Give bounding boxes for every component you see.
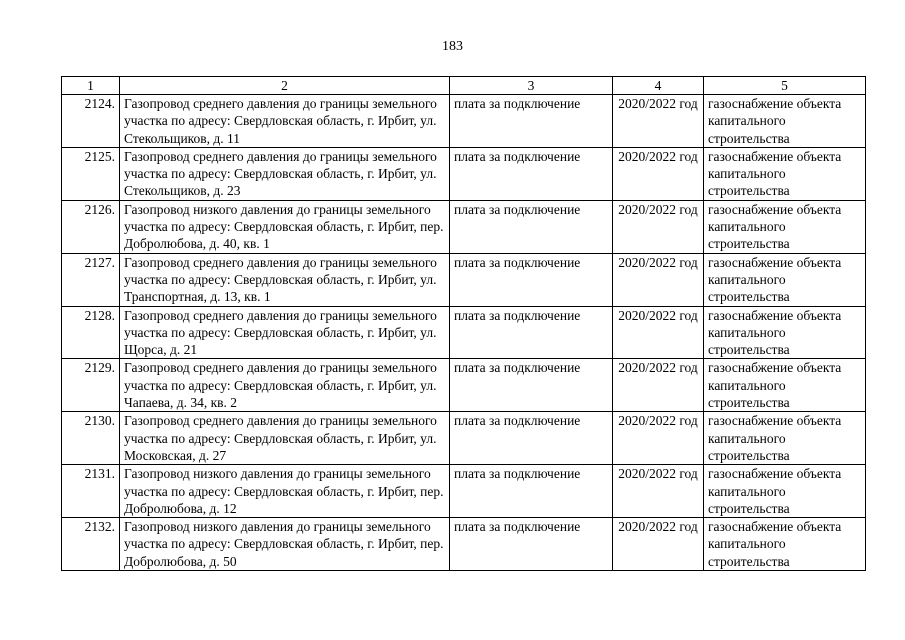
object-name: Газопровод среднего давления до границы земельного участка по адресу: Свердловская область, г. Ирбит, ул. Стекольщиков, д. 23: [120, 147, 450, 200]
object-name: Газопровод среднего давления до границы земельного участка по адресу: Свердловская область, г. Ирбит, ул. Стекольщиков, д. 11: [120, 95, 450, 148]
object-name: Газопровод среднего давления до границы земельного участка по адресу: Свердловская область, г. Ирбит, ул. Московская, д. 27: [120, 412, 450, 465]
row-number: 2124.: [62, 95, 120, 148]
table-row: [62, 147, 866, 200]
object-purpose: газоснабжение объекта капитального строительства: [704, 359, 866, 412]
column-header-1: 1: [62, 77, 120, 95]
funding-source: плата за подключение: [450, 306, 613, 359]
funding-source: плата за подключение: [450, 95, 613, 148]
row-number: 2129.: [62, 359, 120, 412]
row-number: 2125.: [62, 147, 120, 200]
row-number: 2126.: [62, 200, 120, 253]
funding-source: плата за подключение: [450, 253, 613, 306]
table-row: [62, 412, 866, 465]
object-purpose: газоснабжение объекта капитального строительства: [704, 518, 866, 571]
funding-source: плата за подключение: [450, 412, 613, 465]
funding-source: плата за подключение: [450, 200, 613, 253]
table-row: [62, 253, 866, 306]
object-name: Газопровод среднего давления до границы земельного участка по адресу: Свердловская область, г. Ирбит, ул. Транспортная, д. 13, кв. 1: [120, 253, 450, 306]
funding-source: плата за подключение: [450, 518, 613, 571]
column-header-4: 4: [613, 77, 704, 95]
implementation-period: 2020/2022 год: [613, 518, 704, 571]
object-name: Газопровод среднего давления до границы земельного участка по адресу: Свердловская область, г. Ирбит, ул. Щорса, д. 21: [120, 306, 450, 359]
table-row: [62, 518, 866, 571]
table-header: [62, 77, 866, 95]
object-purpose: газоснабжение объекта капитального строительства: [704, 147, 866, 200]
implementation-period: 2020/2022 год: [613, 200, 704, 253]
object-purpose: газоснабжение объекта капитального строительства: [704, 200, 866, 253]
object-purpose: газоснабжение объекта капитального строительства: [704, 253, 866, 306]
table-row: [62, 359, 866, 412]
row-number: 2128.: [62, 306, 120, 359]
table-body: [62, 95, 866, 571]
row-number: 2127.: [62, 253, 120, 306]
table-row: [62, 465, 866, 518]
object-purpose: газоснабжение объекта капитального строительства: [704, 465, 866, 518]
column-header-3: 3: [450, 77, 613, 95]
row-number: 2131.: [62, 465, 120, 518]
row-number: 2132.: [62, 518, 120, 571]
object-name: Газопровод среднего давления до границы земельного участка по адресу: Свердловская область, г. Ирбит, ул. Чапаева, д. 34, кв. 2: [120, 359, 450, 412]
header-row: [62, 77, 866, 95]
funding-source: плата за подключение: [450, 359, 613, 412]
column-header-5: 5: [704, 77, 866, 95]
object-purpose: газоснабжение объекта капитального строительства: [704, 306, 866, 359]
implementation-period: 2020/2022 год: [613, 253, 704, 306]
implementation-period: 2020/2022 год: [613, 412, 704, 465]
implementation-period: 2020/2022 год: [613, 147, 704, 200]
table-row: [62, 200, 866, 253]
funding-source: плата за подключение: [450, 147, 613, 200]
funding-source: плата за подключение: [450, 465, 613, 518]
object-name: Газопровод низкого давления до границы земельного участка по адресу: Свердловская область, г. Ирбит, пер. Добролюбова, д. 12: [120, 465, 450, 518]
implementation-period: 2020/2022 год: [613, 306, 704, 359]
object-name: Газопровод низкого давления до границы земельного участка по адресу: Свердловская область, г. Ирбит, пер. Добролюбова, д. 40, кв. 1: [120, 200, 450, 253]
implementation-period: 2020/2022 год: [613, 465, 704, 518]
table-row: [62, 95, 866, 148]
page-number: 183: [442, 39, 463, 54]
object-purpose: газоснабжение объекта капитального строительства: [704, 412, 866, 465]
implementation-period: 2020/2022 год: [613, 95, 704, 148]
object-name: Газопровод низкого давления до границы земельного участка по адресу: Свердловская область, г. Ирбит, пер. Добролюбова, д. 50: [120, 518, 450, 571]
column-header-2: 2: [120, 77, 450, 95]
table-row: [62, 306, 866, 359]
implementation-period: 2020/2022 год: [613, 359, 704, 412]
object-purpose: газоснабжение объекта капитального строительства: [704, 95, 866, 148]
objects-table: [61, 76, 866, 571]
row-number: 2130.: [62, 412, 120, 465]
